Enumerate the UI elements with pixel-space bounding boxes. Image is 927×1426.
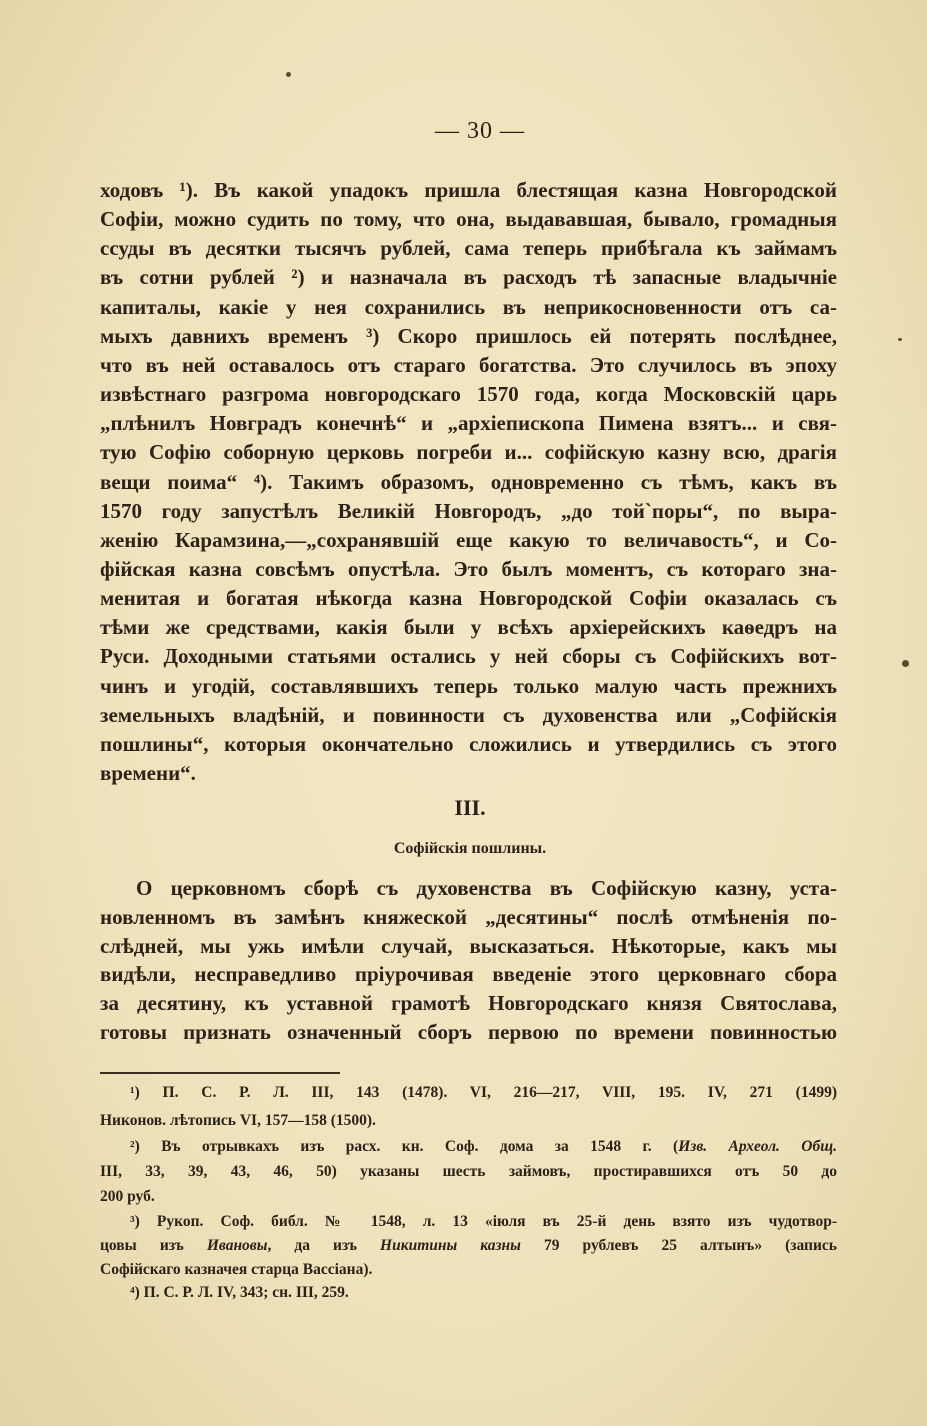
italic-citation: Изв. Археол. Общ. — [678, 1138, 838, 1155]
text-line: новленномъ въ замѣнъ княжеской „десятины“ послѣ отмѣненія по- — [100, 904, 837, 929]
section-title: Софійскія пошлины. — [393, 840, 547, 857]
footnote-divider — [100, 1072, 340, 1074]
text-line: женію Карамзина,—„сохранявшій еще какую то величавость“, и Со- — [100, 527, 837, 552]
footnote-text: 200 руб. — [100, 1188, 155, 1205]
text-line: О церковномъ сборѣ съ духовенства въ Софійскую казну, уста- — [136, 876, 837, 900]
text-line: видѣли, несправедливо пріурочивая введеніе этого церковнаго сбора — [100, 962, 837, 987]
footnote-line — [100, 1160, 837, 1184]
text-line: слѣдней, мы ужь имѣли случай, высказаться. Нѣкоторые, какъ мы — [100, 933, 837, 958]
footnote-text: Софійскаго казначея старца Вассіана). — [100, 1261, 373, 1278]
italic-citation: Никитины казны — [380, 1237, 521, 1254]
text-line: фійская казна совсѣмъ опустѣла. Это былъ моментъ, съ котораго зна- — [100, 556, 837, 581]
page-number: — 30 — — [435, 118, 525, 144]
footnote-text: ¹) П. С. Р. Л. III, 143 (1478). VI, 216—217, VIII, 195. IV, 271 (1499) — [130, 1084, 837, 1101]
footnote-line — [100, 1109, 837, 1133]
footnote-line — [130, 1081, 837, 1105]
footnote-line — [100, 1258, 837, 1282]
text-line: мыхъ давнихъ временъ ³) Скоро пришлось ей потерять послѣднее, — [100, 323, 837, 348]
text-line: Софіи, можно судить по тому, что она, выдававшая, бывало, громадныя — [100, 207, 837, 232]
paper-speck — [286, 72, 291, 77]
text-line: менитая и богатая нѣкогда казна Новгородской Софіи оказалась съ — [100, 586, 837, 611]
text-line: капиталы, какіе у нея сохранились въ неприкосновенности отъ са- — [100, 294, 837, 319]
paper-speck — [898, 338, 902, 341]
text-line: чинъ и угодій, составлявшихъ теперь только малую часть прежнихъ — [100, 673, 837, 698]
text-line: земельныхъ владѣній, и повинности съ духовенства или „Софійскія — [100, 702, 837, 727]
text-line: что въ ней оставалось отъ стараго богатства. Это случилось въ эпоху — [100, 352, 837, 377]
footnote-text: цовы изъ — [100, 1237, 207, 1254]
footnote-text: Никонов. лѣтопись VI, 157—158 (1500). — [100, 1112, 376, 1129]
text-line: ходовъ ¹). Въ какой упадокъ пришла блестящая казна Новгородской — [100, 178, 837, 202]
text-line: въ сотни рублей ²) и назначала въ расходъ тѣ запасные владычніе — [100, 265, 837, 290]
footnote-line — [130, 1135, 837, 1159]
text-line: 1570 году запустѣлъ Великій Новгородъ, „до той`поры“, по выра- — [100, 498, 837, 523]
footnote-text: ²) Въ отрывкахъ изъ расх. кн. Соф. дома за 1548 г. ( — [130, 1138, 679, 1155]
footnote-line — [100, 1185, 837, 1209]
text-line: „плѣнилъ Новградъ конечнѣ“ и „архіепископа Пимена взятъ... и свя- — [100, 411, 837, 436]
text-line: вещи поима“ ⁴). Такимъ образомъ, одновременно съ тѣмъ, какъ въ — [100, 469, 837, 494]
text-line: готовы признать означенный сборъ первою по времени повинностью — [100, 1020, 837, 1044]
paper-speck — [902, 660, 909, 667]
text-line: пошлины“, которыя окончательно сложились и утвердились съ этого — [100, 731, 837, 756]
footnote-text: 79 рублевъ 25 алтынъ» (запись — [520, 1237, 837, 1254]
section-number: III. — [454, 795, 486, 820]
footnote-text: ³) Рукоп. Соф. библ. № 1548, л. 13 «іюля въ 25-й день взято изъ чудотвор- — [130, 1213, 837, 1230]
text-line: ссуды въ десятки тысячъ рублей, сама теперь прибѣгала къ займамъ — [100, 236, 837, 261]
text-line: тѣми же средствами, какія были у всѣхъ архіерейскихъ каѳедръ на — [100, 615, 837, 640]
text-line: тую Софію соборную церковь погреби и... софійскую казну всю, драгія — [100, 440, 837, 465]
text-line: времени“. — [100, 761, 196, 785]
text-line: за десятину, къ уставной грамотѣ Новгородскаго князя Святослава, — [100, 991, 837, 1016]
footnote-line — [130, 1281, 837, 1305]
footnote-text: ⁴) П. С. Р. Л. IV, 343; сн. III, 259. — [130, 1284, 349, 1301]
footnote-text: , да изъ — [267, 1237, 381, 1254]
footnote-line — [100, 1234, 837, 1258]
italic-citation: Ивановы — [206, 1237, 268, 1254]
text-line: Руси. Доходными статьями остались у ней сборы съ Софійскихъ вот- — [100, 644, 837, 669]
footnote-line — [130, 1210, 837, 1234]
footnote-text: III, 33, 39, 43, 46, 50) указаны шесть займовъ, простиравшихся отъ 50 до — [100, 1163, 837, 1180]
text-line: извѣстнаго разгрома новгородскаго 1570 года, когда Московскій царь — [100, 382, 837, 407]
